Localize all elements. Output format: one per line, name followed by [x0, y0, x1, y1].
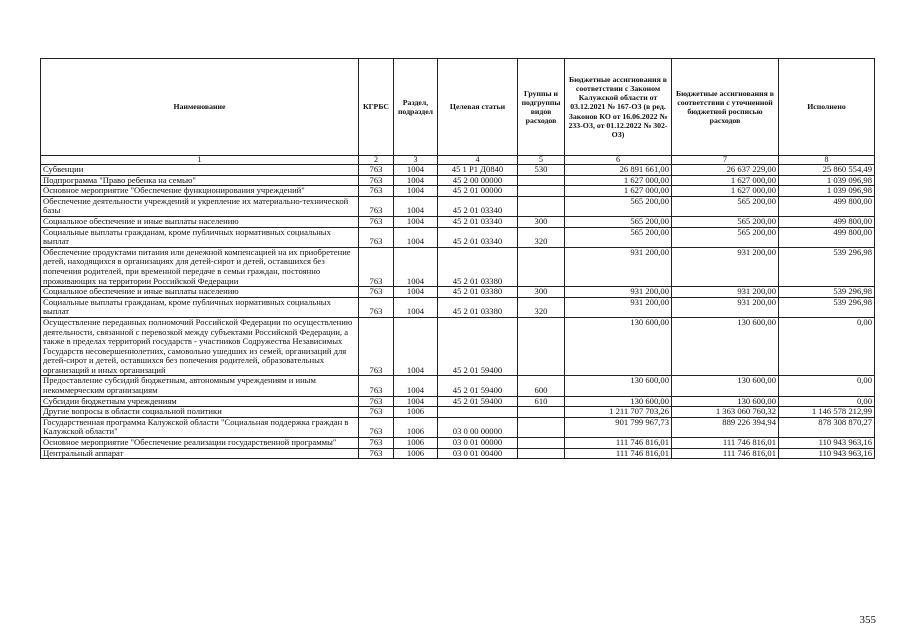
row-kgrbs: 763	[359, 165, 394, 176]
row-law-appropriations: 1 627 000,00	[565, 175, 672, 186]
row-expense-group: 610	[518, 396, 565, 407]
row-revised-appropriations: 1 627 000,00	[672, 175, 779, 186]
header-row	[41, 59, 875, 156]
table-row	[41, 287, 875, 298]
row-expense-group: 300	[518, 216, 565, 227]
row-revised-appropriations: 565 200,00	[672, 227, 779, 247]
row-name: Социальное обеспечение и иные выплаты населению	[41, 216, 359, 227]
table-row	[41, 247, 875, 286]
col-number: 1	[41, 156, 359, 165]
budget-table	[40, 58, 875, 459]
col-number: 4	[438, 156, 518, 165]
row-section: 1004	[394, 396, 438, 407]
row-law-appropriations: 111 746 816,01	[565, 438, 672, 449]
row-section: 1004	[394, 216, 438, 227]
row-section: 1004	[394, 317, 438, 376]
row-kgrbs: 763	[359, 186, 394, 197]
row-revised-appropriations: 26 637 229,00	[672, 165, 779, 176]
row-executed: 1 039 096,98	[779, 175, 875, 186]
row-revised-appropriations: 565 200,00	[672, 216, 779, 227]
row-executed: 110 943 963,16	[779, 448, 875, 459]
row-executed: 499 800,00	[779, 227, 875, 247]
row-expense-group	[518, 186, 565, 197]
row-name: Подпрограмма "Право ребенка на семью"	[41, 175, 359, 186]
table-row	[41, 196, 875, 216]
col-number: 8	[779, 156, 875, 165]
row-name: Основное мероприятие "Обеспечение реализации государственной программы"	[41, 438, 359, 449]
row-law-appropriations: 130 600,00	[565, 317, 672, 376]
row-law-appropriations: 111 746 816,01	[565, 448, 672, 459]
row-law-appropriations: 565 200,00	[565, 196, 672, 216]
row-kgrbs: 763	[359, 247, 394, 286]
col-header-revised-appropriations: Бюджетные ассигнования в соответствии с уточненной бюджетной росписью расходов	[672, 59, 779, 156]
row-law-appropriations: 931 200,00	[565, 247, 672, 286]
row-name: Другие вопросы в области социальной политики	[41, 407, 359, 418]
row-section: 1004	[394, 247, 438, 286]
row-revised-appropriations: 1 363 060 760,32	[672, 407, 779, 418]
table-row	[41, 317, 875, 376]
row-kgrbs: 763	[359, 438, 394, 449]
row-name: Предоставление субсидий бюджетным, автономным учреждениям и иным некоммерческим организациям	[41, 376, 359, 396]
row-kgrbs: 763	[359, 287, 394, 298]
row-executed: 0,00	[779, 396, 875, 407]
table-row	[41, 297, 875, 317]
row-revised-appropriations: 889 226 394,94	[672, 417, 779, 437]
row-target-article: 03 0 00 00000	[438, 417, 518, 437]
row-law-appropriations: 931 200,00	[565, 297, 672, 317]
col-number: 7	[672, 156, 779, 165]
row-name: Субсидии бюджетным учреждениям	[41, 396, 359, 407]
row-expense-group	[518, 175, 565, 186]
row-revised-appropriations: 931 200,00	[672, 297, 779, 317]
table-row	[41, 448, 875, 459]
row-kgrbs: 763	[359, 376, 394, 396]
row-executed: 25 860 554,49	[779, 165, 875, 176]
row-name: Социальные выплаты гражданам, кроме публичных нормативных социальных выплат	[41, 297, 359, 317]
col-number: 2	[359, 156, 394, 165]
row-expense-group: 300	[518, 287, 565, 298]
row-name: Центральный аппарат	[41, 448, 359, 459]
row-kgrbs: 763	[359, 297, 394, 317]
row-section: 1006	[394, 448, 438, 459]
row-expense-group: 320	[518, 227, 565, 247]
row-law-appropriations: 1 211 707 703,26	[565, 407, 672, 418]
col-number: 6	[565, 156, 672, 165]
row-target-article: 45 2 01 00000	[438, 186, 518, 197]
row-section: 1004	[394, 175, 438, 186]
row-kgrbs: 763	[359, 317, 394, 376]
row-executed: 110 943 963,16	[779, 438, 875, 449]
col-header-target-article: Целевая статьи	[438, 59, 518, 156]
row-name: Обеспечение деятельности учреждений и укрепление их материально-технической базы	[41, 196, 359, 216]
row-name: Основное мероприятие "Обеспечение функционирования учреждений"	[41, 186, 359, 197]
col-header-expense-group: Группы и подгруппы видов расходов	[518, 59, 565, 156]
row-revised-appropriations: 130 600,00	[672, 376, 779, 396]
row-revised-appropriations: 565 200,00	[672, 196, 779, 216]
row-name: Социальное обеспечение и иные выплаты населению	[41, 287, 359, 298]
row-kgrbs: 763	[359, 227, 394, 247]
table-row	[41, 216, 875, 227]
row-expense-group	[518, 196, 565, 216]
table-row	[41, 227, 875, 247]
table-row	[41, 175, 875, 186]
row-law-appropriations: 26 891 661,00	[565, 165, 672, 176]
row-law-appropriations: 130 600,00	[565, 396, 672, 407]
table-row	[41, 438, 875, 449]
row-revised-appropriations: 1 627 000,00	[672, 186, 779, 197]
row-executed: 878 308 870,27	[779, 417, 875, 437]
row-section: 1004	[394, 297, 438, 317]
row-target-article: 03 0 01 00400	[438, 448, 518, 459]
row-target-article: 45 2 00 00000	[438, 175, 518, 186]
table-row	[41, 417, 875, 437]
row-section: 1004	[394, 376, 438, 396]
row-executed: 1 146 578 212,99	[779, 407, 875, 418]
row-kgrbs: 763	[359, 175, 394, 186]
row-revised-appropriations: 111 746 816,01	[672, 448, 779, 459]
row-kgrbs: 763	[359, 396, 394, 407]
row-revised-appropriations: 931 200,00	[672, 287, 779, 298]
col-header-section: Раздел, подраздел	[394, 59, 438, 156]
page-number: 355	[859, 614, 876, 626]
row-executed: 539 296,98	[779, 297, 875, 317]
table-row	[41, 407, 875, 418]
row-target-article: 45 2 01 03340	[438, 196, 518, 216]
table-body	[41, 165, 875, 459]
row-expense-group	[518, 247, 565, 286]
table-row	[41, 376, 875, 396]
row-target-article: 45 1 P1 Д0840	[438, 165, 518, 176]
row-law-appropriations: 931 200,00	[565, 287, 672, 298]
row-kgrbs: 763	[359, 407, 394, 418]
row-target-article: 45 2 01 03340	[438, 216, 518, 227]
col-header-executed: Исполнено	[779, 59, 875, 156]
row-revised-appropriations: 130 600,00	[672, 317, 779, 376]
row-executed: 1 039 096,98	[779, 186, 875, 197]
row-law-appropriations: 565 200,00	[565, 216, 672, 227]
row-section: 1006	[394, 407, 438, 418]
col-header-law-appropriations: Бюджетные ассигнования в соответствии с Законом Калужской области от 03.12.2021 № 167-ОЗ (в ред. Законов КО от 16.06.2022 № 233-ОЗ, от 01.12.2022 № 302-ОЗ)	[565, 59, 672, 156]
row-revised-appropriations: 130 600,00	[672, 396, 779, 407]
row-name: Осуществление переданных полномочий Российской Федерации по осуществлению деятельности, связанной с перевозкой между субъектами Российской Федерации, а также в пределах территорий государств - участников Содружества Независимых Государств несовершеннолетних, самовольно ушедших из семей, организаций для детей-сирот и детей, оставшихся без попечения родителей, образовательных организаций и иных организаций	[41, 317, 359, 376]
table-row	[41, 186, 875, 197]
row-law-appropriations: 1 627 000,00	[565, 186, 672, 197]
row-kgrbs: 763	[359, 448, 394, 459]
row-name: Обеспечение продуктами питания или денежной компенсацией на их приобретение детей, находящихся в организациях для детей-сирот и детей, оставшихся без попечения родителей, при временной передаче в семьи граждан, постоянно проживающих на территории Российской Федерации	[41, 247, 359, 286]
row-section: 1006	[394, 438, 438, 449]
row-target-article	[438, 407, 518, 418]
row-name: Государственная программа Калужской области "Социальная поддержка граждан в Калужской области"	[41, 417, 359, 437]
row-executed: 499 800,00	[779, 216, 875, 227]
row-expense-group	[518, 417, 565, 437]
row-name: Субвенции	[41, 165, 359, 176]
col-header-kgrbs: КГРБС	[359, 59, 394, 156]
row-law-appropriations: 901 799 967,73	[565, 417, 672, 437]
row-target-article: 45 2 01 59400	[438, 317, 518, 376]
row-expense-group: 600	[518, 376, 565, 396]
col-number: 5	[518, 156, 565, 165]
row-expense-group: 320	[518, 297, 565, 317]
row-expense-group	[518, 438, 565, 449]
row-section: 1004	[394, 186, 438, 197]
row-executed: 0,00	[779, 376, 875, 396]
row-kgrbs: 763	[359, 216, 394, 227]
row-target-article: 45 2 01 03380	[438, 287, 518, 298]
table-row	[41, 165, 875, 176]
column-number-row	[41, 156, 875, 165]
row-kgrbs: 763	[359, 417, 394, 437]
row-section: 1004	[394, 165, 438, 176]
row-target-article: 45 2 01 03380	[438, 247, 518, 286]
row-expense-group	[518, 317, 565, 376]
row-section: 1004	[394, 227, 438, 247]
row-target-article: 45 2 01 03380	[438, 297, 518, 317]
row-section: 1004	[394, 287, 438, 298]
col-number: 3	[394, 156, 438, 165]
row-law-appropriations: 565 200,00	[565, 227, 672, 247]
row-expense-group	[518, 448, 565, 459]
row-law-appropriations: 130 600,00	[565, 376, 672, 396]
row-expense-group: 530	[518, 165, 565, 176]
row-revised-appropriations: 111 746 816,01	[672, 438, 779, 449]
row-revised-appropriations: 931 200,00	[672, 247, 779, 286]
col-header-name: Наименование	[41, 59, 359, 156]
row-executed: 539 296,98	[779, 287, 875, 298]
row-executed: 499 800,00	[779, 196, 875, 216]
row-kgrbs: 763	[359, 196, 394, 216]
row-executed: 539 296,98	[779, 247, 875, 286]
row-name: Социальные выплаты гражданам, кроме публичных нормативных социальных выплат	[41, 227, 359, 247]
row-expense-group	[518, 407, 565, 418]
row-target-article: 45 2 01 59400	[438, 376, 518, 396]
table-row	[41, 396, 875, 407]
row-target-article: 45 2 01 03340	[438, 227, 518, 247]
row-target-article: 03 0 01 00000	[438, 438, 518, 449]
row-section: 1006	[394, 417, 438, 437]
row-target-article: 45 2 01 59400	[438, 396, 518, 407]
row-section: 1004	[394, 196, 438, 216]
row-executed: 0,00	[779, 317, 875, 376]
